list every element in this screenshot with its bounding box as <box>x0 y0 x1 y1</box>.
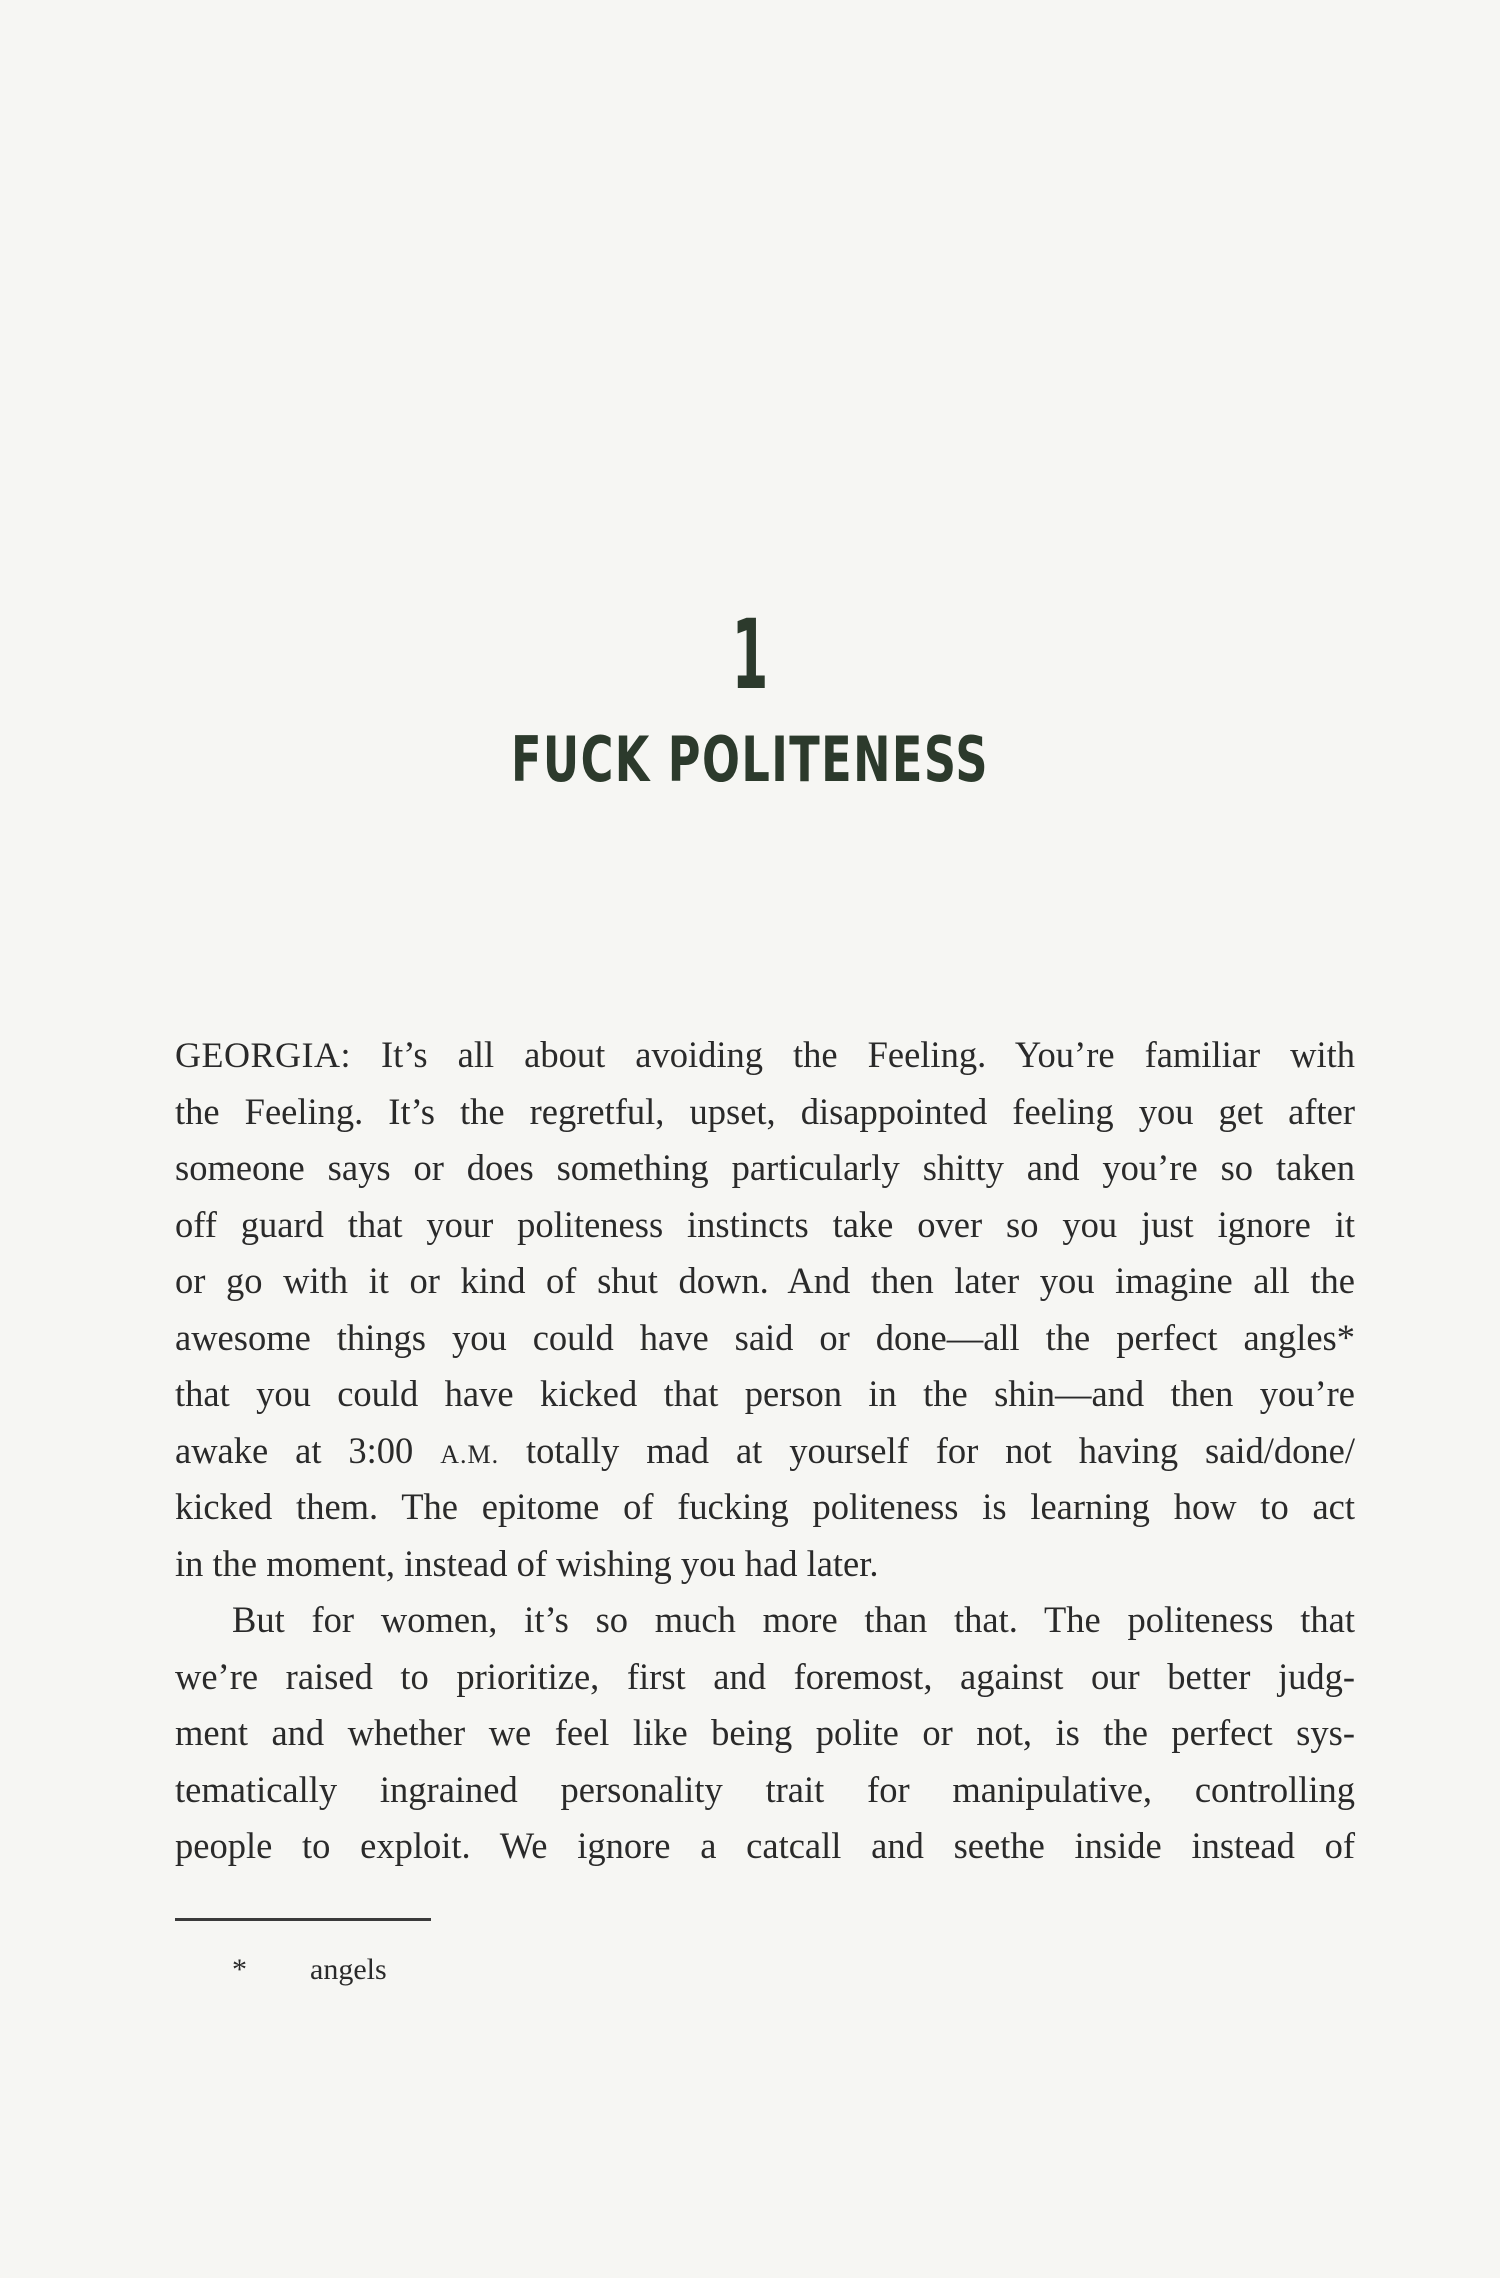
chapter-body <box>175 1027 1355 1875</box>
text-line: awesome things you could have said or done—all the perfect angles* <box>175 1316 1355 1358</box>
text-line: in the moment, instead of wishing you had later. <box>175 1542 879 1584</box>
text-line: tematically ingrained personality trait for manipulative, controlling <box>175 1768 1355 1810</box>
text-line: GEORGIA: It’s all about avoiding the Feeling. You’re familiar with <box>175 1034 1356 1075</box>
text-line: or go with it or kind of shut down. And then later you imagine all the <box>175 1260 1355 1301</box>
chapter-number: 1 <box>731 599 769 711</box>
text-line: awake at 3:00 A.M. totally mad at yourself for not having said/done/ <box>175 1429 1356 1471</box>
text-line: that you could have kicked that person in the shin—and then you’re <box>175 1373 1355 1414</box>
text-line: kicked them. The epitome of fucking politeness is learning how to act <box>175 1486 1355 1527</box>
text-line: people to exploit. We ignore a catcall and seethe inside instead of <box>175 1825 1355 1866</box>
text-line: someone says or does something particularly shitty and you’re so taken <box>175 1147 1355 1188</box>
chapter-title: FUCK POLITENESS <box>510 723 990 796</box>
time-suffix: A.M. <box>440 1439 500 1469</box>
speaker-name: GEORGIA: <box>175 1035 351 1075</box>
footnote-marker: * <box>232 1953 247 1986</box>
text-line: ment and whether we feel like being polite or not, is the perfect sys- <box>175 1712 1355 1753</box>
footnote <box>232 1950 387 1990</box>
footnote-divider <box>175 1918 431 1921</box>
footnote-text: angels <box>310 1953 387 1986</box>
text-line: But for women, it’s so much more than that. The politeness that <box>232 1599 1355 1640</box>
text-line: the Feeling. It’s the regretful, upset, disappointed feeling you get after <box>175 1090 1355 1132</box>
text-line: we’re raised to prioritize, first and foremost, against our better judg- <box>175 1655 1355 1697</box>
text-line: off guard that your politeness instincts take over so you just ignore it <box>175 1203 1355 1245</box>
